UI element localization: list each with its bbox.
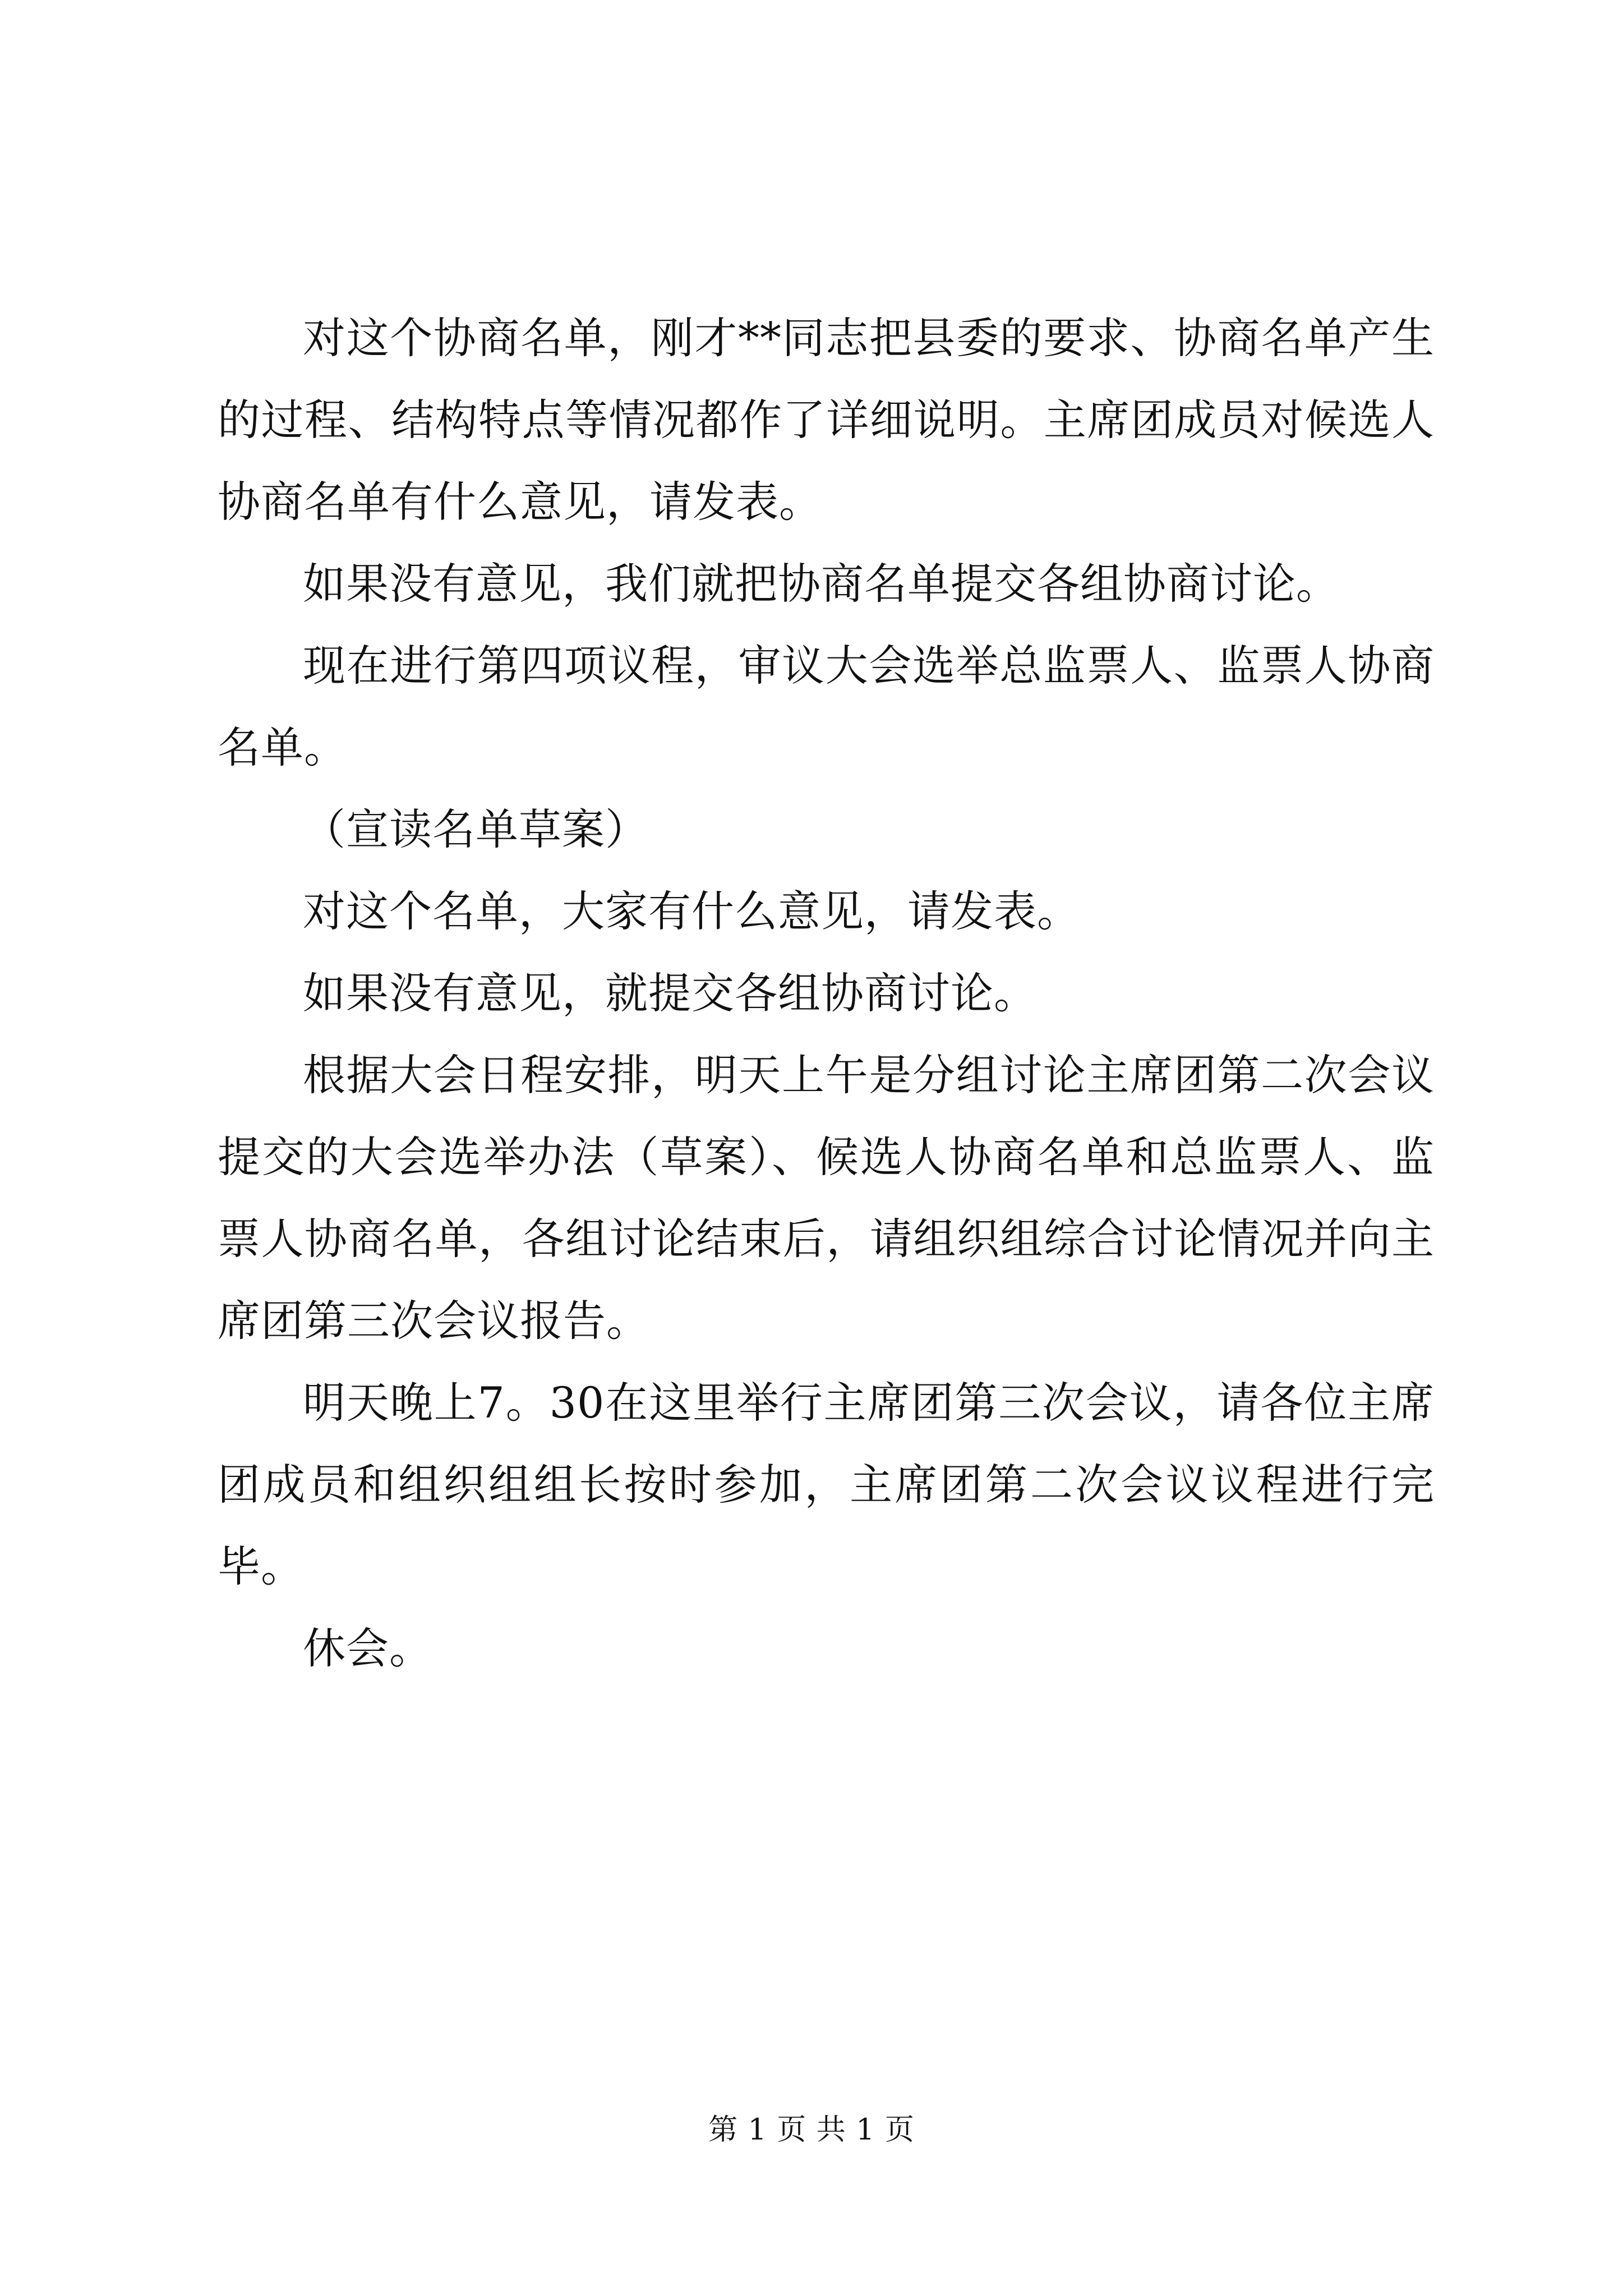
paragraph-5: 对这个名单，大家有什么意见，请发表。 (303, 886, 1080, 936)
paragraph-1: 对这个协商名单，刚才**同志把县委的要求、协商名单产生的过程、结构特点等情况都作了详细说明。主席团成员对候选人协商名单有什么意见，请发表。 (218, 313, 1435, 527)
paragraph-7: 根据大会日程安排，明天上午是分组讨论主席团第二次会议提交的大会选举办法（草案）、候选人协商名单和总监票人、监票人协商名单，各组讨论结束后，请组织组综合讨论情况并向主席团第三次会议报告。 (218, 1050, 1435, 1346)
page-footer: 第 1 页 共 1 页 (708, 2113, 915, 2147)
paragraph-6: 如果没有意见，就提交各组协商讨论。 (303, 968, 1037, 1018)
paragraph-9: 休会。 (303, 1623, 432, 1673)
document-body (218, 297, 1435, 1690)
paragraph-4: （宣读名单草案） (303, 804, 648, 854)
paragraph-2: 如果没有意见，我们就把协商名单提交各组协商讨论。 (303, 559, 1339, 609)
paragraph-3: 现在进行第四项议程，审议大会选举总监票人、监票人协商名单。 (218, 641, 1435, 772)
paragraph-8: 明天晚上7。30在这里举行主席团第三次会议，请各位主席团成员和组织组组长按时参加，主席团第二次会议议程进行完毕。 (218, 1378, 1435, 1591)
